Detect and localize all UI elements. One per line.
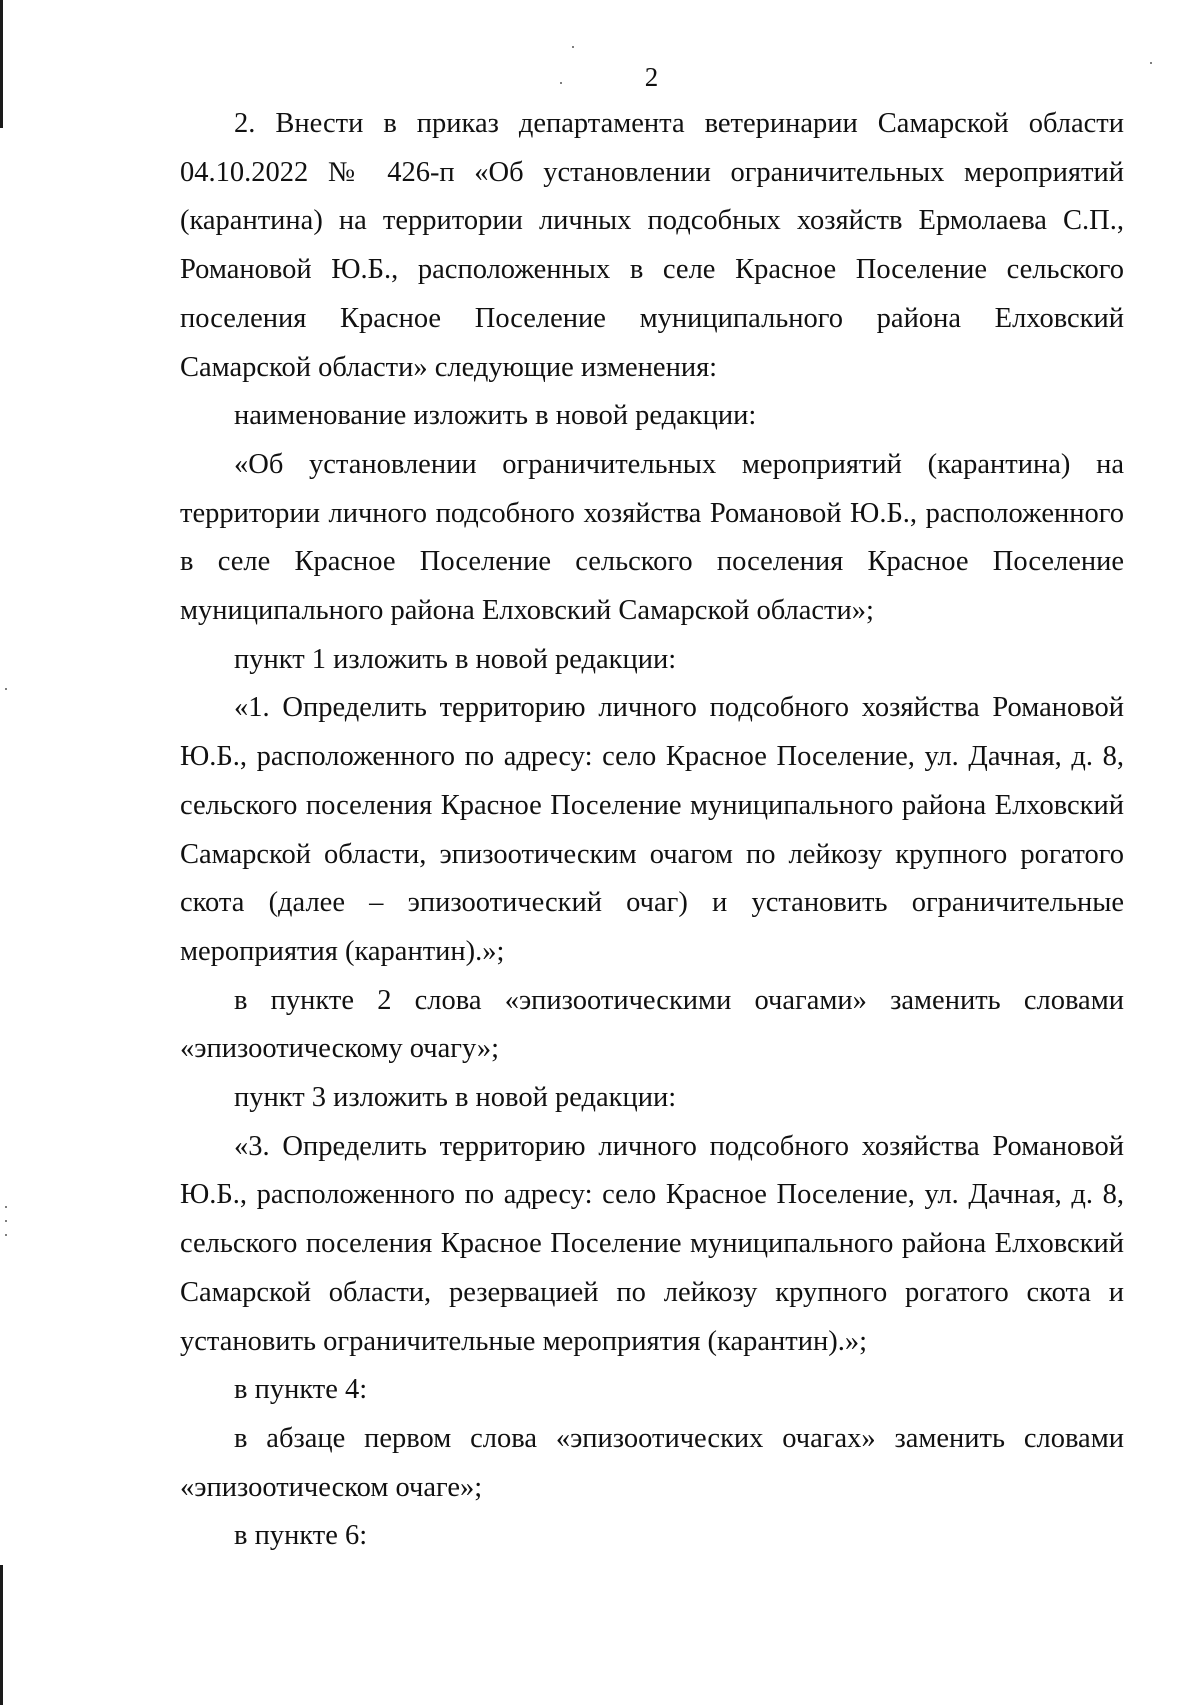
scan-speck	[5, 1206, 7, 1208]
scan-speck	[5, 1220, 7, 1222]
paragraph-item2-change: в пункте 2 слова «эпизоотическими очагами» заменить словами	[234, 984, 1124, 1016]
paragraph-item1-instruction: пункт 1 изложить в новой редакции:	[234, 643, 677, 675]
paragraph-item6-heading: в пункте 6:	[234, 1520, 368, 1552]
paragraph-new-title: «Об установлении ограничительных мероприятий (карантина) на территории личного подсобного хозяйства Романовой Ю.Б., расположенного в селе Красное Поселение сельского поселения Красное Поселение муниципального района Елховский Самарской области»;	[180, 448, 1124, 627]
paragraph-title-instruction: наименование изложить в новой редакции:	[234, 400, 757, 432]
scan-speck	[5, 1234, 7, 1236]
paragraph-amendment-intro: 2. Внести в приказ департамента ветеринарии Самарской области 04.10.2022 № 426-п «Об установлении ограничительных мероприятий (карантина) на территории личных подсобных хозяйств Ермолаева С.П., Романовой Ю.Б., расположенных в селе Красное Поселение сельского поселения Красное Поселение муниципального района Елховский Самарской области» следующие изменения:	[180, 108, 1124, 383]
scan-edge-mark-bottom	[0, 1565, 3, 1705]
page-number: 2	[644, 62, 659, 92]
paragraph-item4-change-end: «эпизоотическом очаге»;	[180, 1471, 483, 1503]
paragraph-item4-heading: в пункте 4:	[234, 1374, 368, 1406]
scan-speck	[5, 688, 7, 690]
paragraph-item1-text: «1. Определить территорию личного подсобного хозяйства Романовой Ю.Б., расположенного по адресу: село Красное Поселение, ул. Дачная, д. 8, сельского поселения Красное Поселение муниципального района Елховский Самарской области, эпизоотическим очагом по лейкозу крупного рогатого скота (далее – эпизоотический очаг) и установить ограничительные мероприятия (карантин).»;	[180, 692, 1124, 967]
paragraph-item3-text: «3. Определить территорию личного подсобного хозяйства Романовой Ю.Б., расположенного по адресу: село Красное Поселение, ул. Дачная, д. 8, сельского поселения Красное Поселение муниципального района Елховский Самарской области, резервацией по лейкозу крупного рогатого скота и установить ограничительные мероприятия (карантин).»;	[180, 1130, 1124, 1357]
paragraph-item3-instruction: пункт 3 изложить в новой редакции:	[234, 1082, 677, 1114]
paragraph-item2-change-end: «эпизоотическому очагу»;	[180, 1033, 500, 1065]
paragraph-item4-change: в абзаце первом слова «эпизоотических очагах» заменить словами	[234, 1422, 1124, 1454]
scan-speck	[572, 46, 574, 48]
document-body	[180, 100, 1124, 1561]
